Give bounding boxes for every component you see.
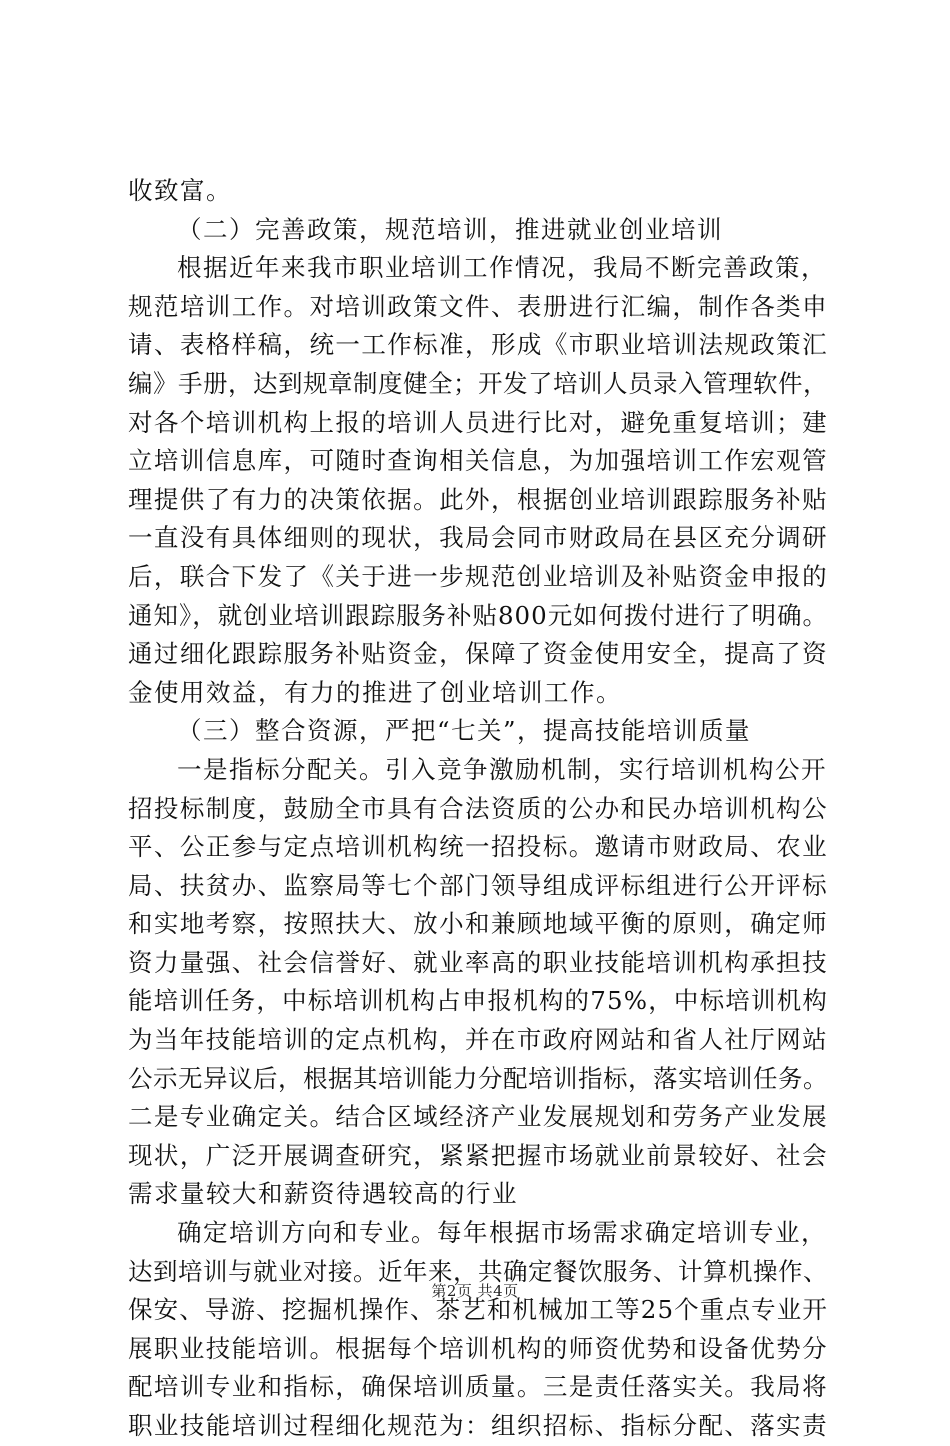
text-line: 通知》，就创业培训跟踪服务补贴800元如何拨付进行了明确。 bbox=[128, 600, 828, 630]
section-heading: （二）完善政策，规范培训，推进就业创业培训 bbox=[177, 214, 723, 244]
text-line: 需求量较大和薪资待遇较高的行业 bbox=[128, 1179, 518, 1209]
text-line: 和实地考察，按照扶大、放小和兼顾地域平衡的原则，确定师 bbox=[128, 909, 828, 939]
text-line: 公示无异议后，根据其培训能力分配培训指标，落实培训任务。 bbox=[128, 1063, 828, 1093]
text-line: 后，联合下发了《关于进一步规范创业培训及补贴资金申报的 bbox=[128, 561, 828, 591]
text-line: 平、公正参与定点培训机构统一招投标。邀请市财政局、农业 bbox=[128, 832, 828, 862]
text-line: 根据近年来我市职业培训工作情况，我局不断完善政策， bbox=[177, 253, 827, 283]
text-line: 招投标制度，鼓励全市具有合法资质的公办和民办培训机构公 bbox=[128, 793, 828, 823]
text-line: 保安、导游、挖掘机操作、茶艺和机械加工等25个重点专业开 bbox=[128, 1295, 828, 1325]
text-line: 规范培训工作。对培训政策文件、表册进行汇编，制作各类申 bbox=[128, 291, 828, 321]
text-line: 确定培训方向和专业。每年根据市场需求确定培训专业， bbox=[177, 1218, 827, 1248]
page-number-footer: 第2页 共4页 bbox=[431, 1282, 519, 1300]
text-line: 为当年技能培训的定点机构，并在市政府网站和省人社厅网站 bbox=[128, 1025, 828, 1055]
text-line: 资力量强、社会信誉好、就业率高的职业技能培训机构承担技 bbox=[128, 947, 828, 977]
text-line: 现状，广泛开展调查研究，紧紧把握市场就业前景较好、社会 bbox=[128, 1140, 828, 1170]
document-body bbox=[128, 172, 828, 1446]
text-line: 达到培训与就业对接。近年来，共确定餐饮服务、计算机操作、 bbox=[128, 1256, 828, 1286]
text-line: 请、表格样稿，统一工作标准，形成《市职业培训法规政策汇 bbox=[128, 330, 828, 360]
text-line: 局、扶贫办、监察局等七个部门领导组成评标组进行公开评标 bbox=[128, 870, 828, 900]
text-line: 一是指标分配关。引入竞争激励机制，实行培训机构公开 bbox=[177, 754, 827, 784]
text-line: 二是专业确定关。结合区域经济产业发展规划和劳务产业发展 bbox=[128, 1102, 828, 1132]
text-line: 立培训信息库，可随时查询相关信息，为加强培训工作宏观管 bbox=[128, 446, 828, 476]
text-line: 一直没有具体细则的现状，我局会同市财政局在县区充分调研 bbox=[128, 523, 828, 553]
text-line: 能培训任务，中标培训机构占申报机构的75%，中标培训机构 bbox=[128, 986, 828, 1016]
text-line: 配培训专业和指标，确保培训质量。三是责任落实关。我局将 bbox=[128, 1372, 828, 1402]
text-line: 理提供了有力的决策依据。此外，根据创业培训跟踪服务补贴 bbox=[128, 484, 828, 514]
text-line: 金使用效益，有力的推进了创业培训工作。 bbox=[128, 677, 622, 707]
text-line: 通过细化跟踪服务补贴资金，保障了资金使用安全，提高了资 bbox=[128, 639, 828, 669]
text-line: 收致富。 bbox=[128, 176, 232, 205]
text-line: 职业技能培训过程细化规范为：组织招标、指标分配、落实责 bbox=[128, 1411, 828, 1440]
text-line: 展职业技能培训。根据每个培训机构的师资优势和设备优势分 bbox=[128, 1333, 828, 1363]
text-line: 对各个培训机构上报的培训人员进行比对，避免重复培训；建 bbox=[128, 407, 828, 437]
section-heading: （三）整合资源，严把“七关”，提高技能培训质量 bbox=[177, 716, 752, 746]
text-line: 编》手册，达到规章制度健全；开发了培训人员录入管理软件， bbox=[128, 368, 828, 398]
